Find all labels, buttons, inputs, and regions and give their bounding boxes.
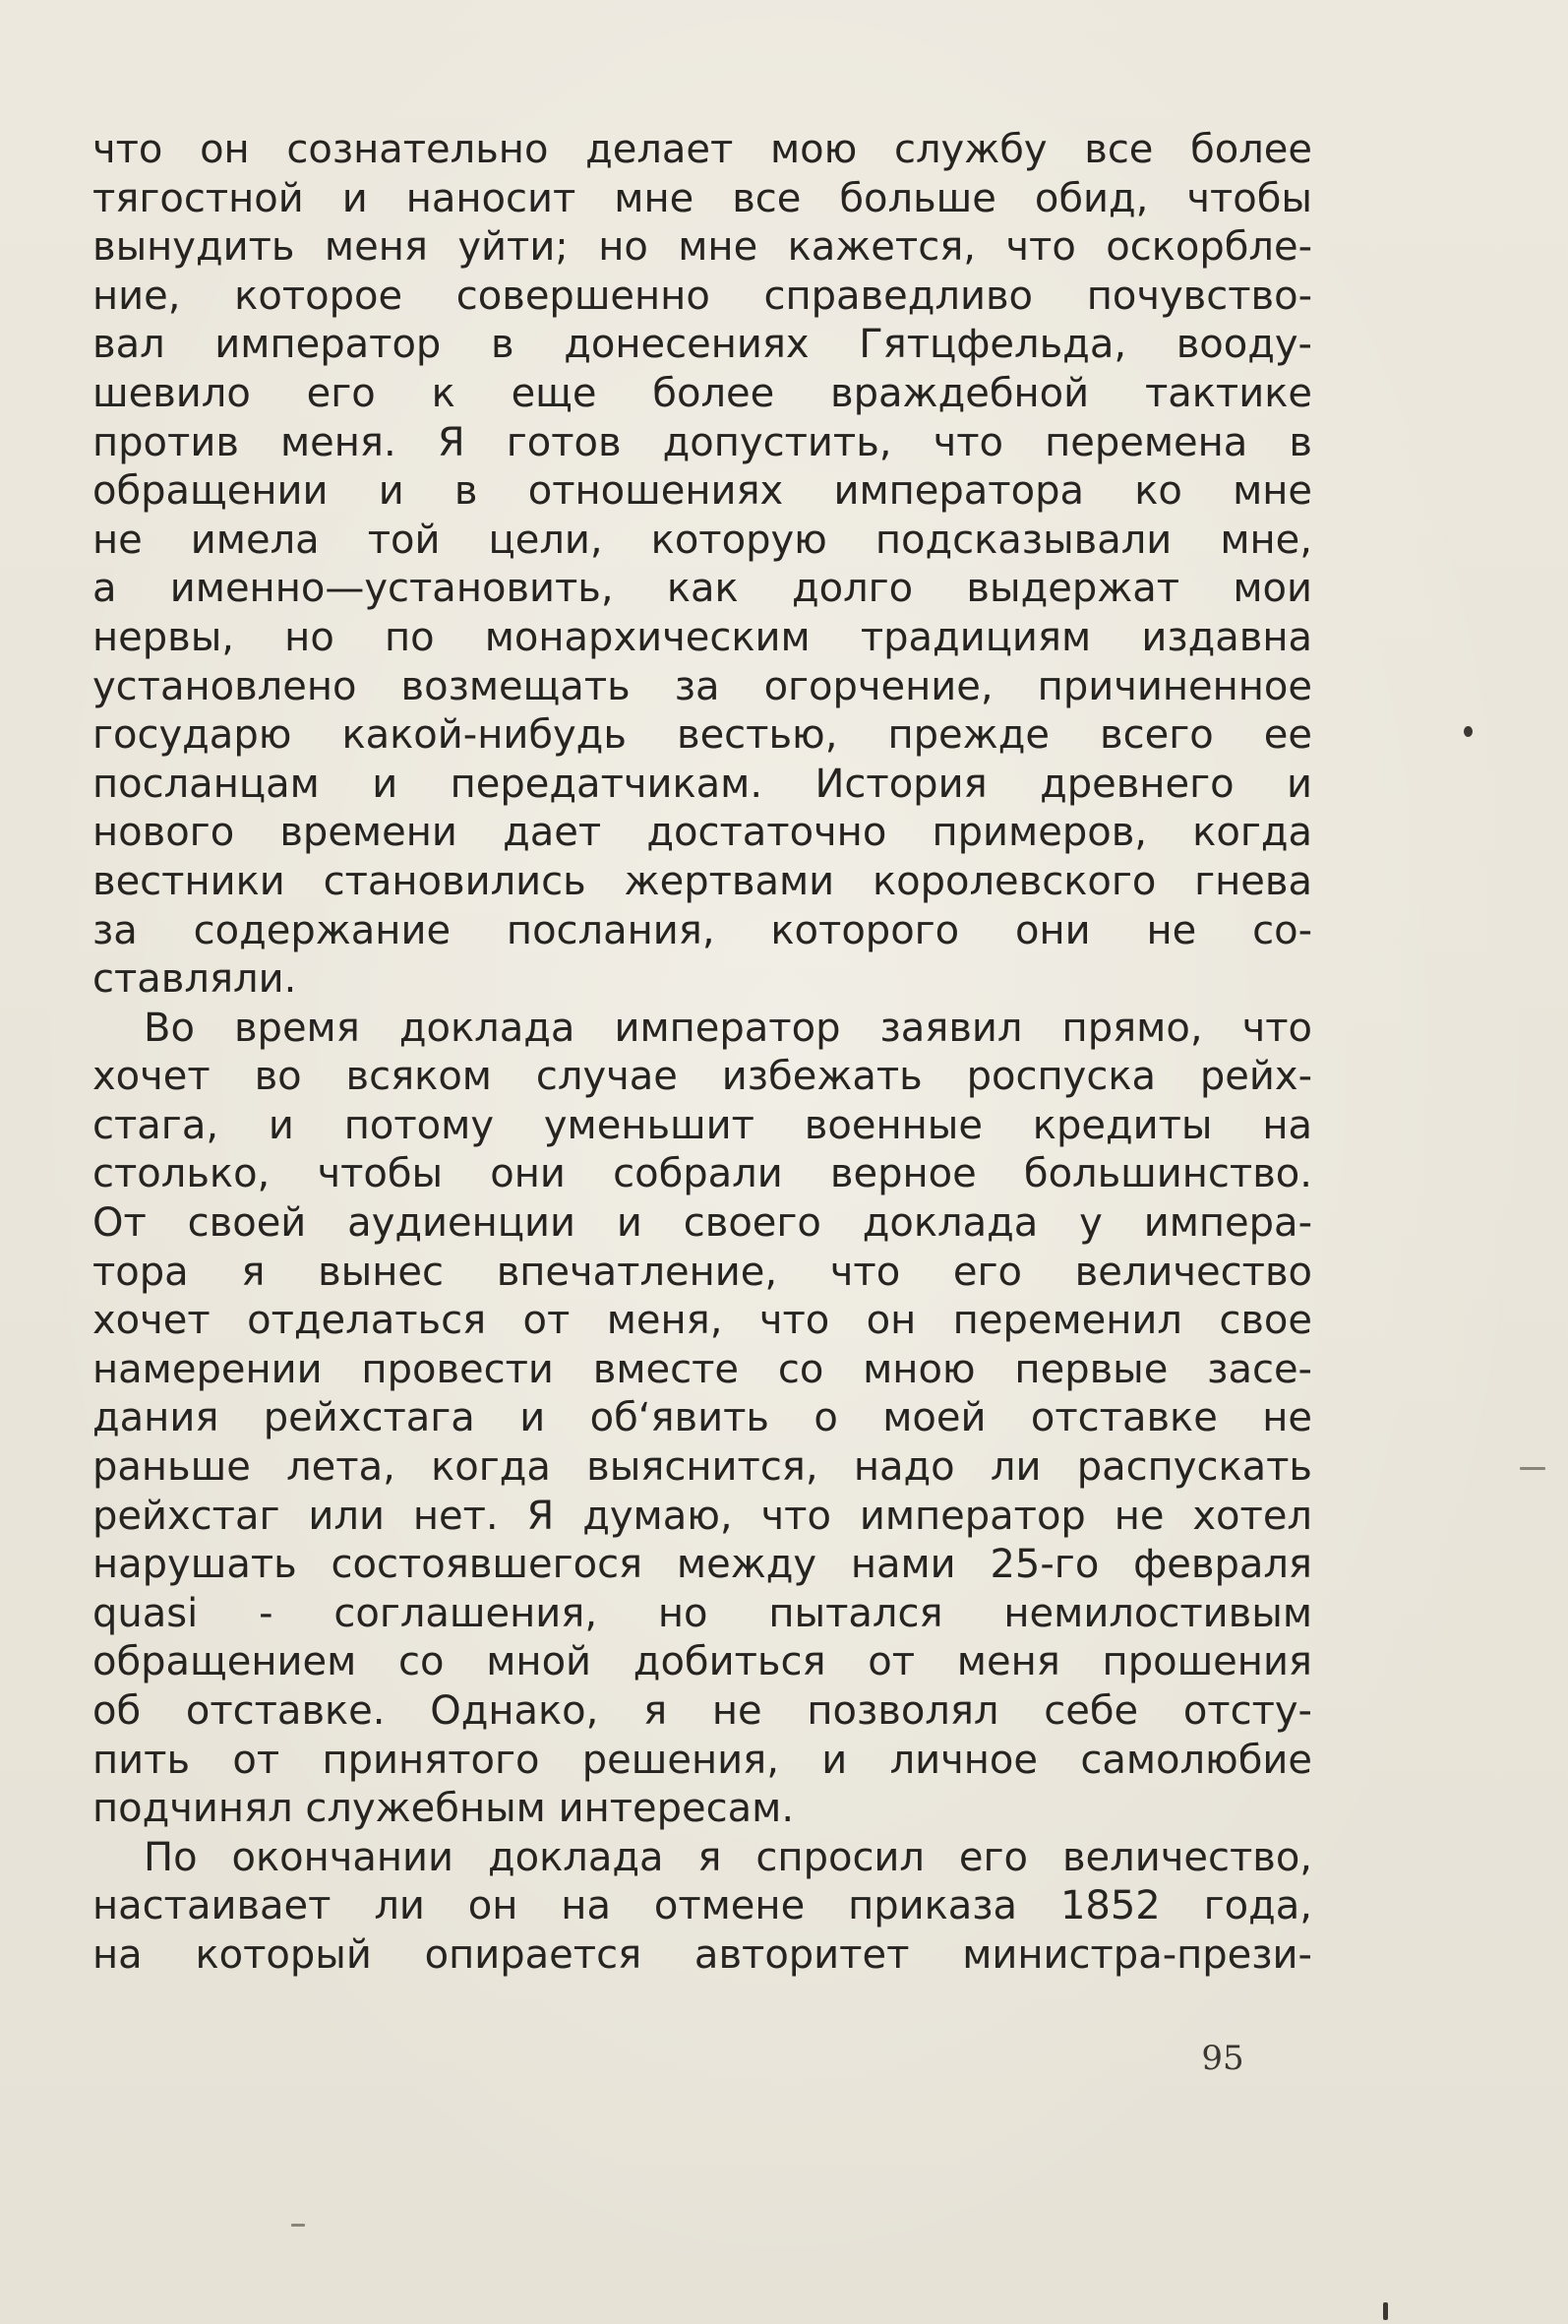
text-line: государю какой-нибудь вестью, прежде всего ее	[92, 712, 1312, 759]
text-line: ние, которое совершенно справедливо почувство-	[92, 273, 1312, 319]
text-line: нарушать состоявшегося между нами 25-го февраля	[92, 1542, 1312, 1588]
text-line: хочет во всяком случае избежать роспуска рейх-	[92, 1054, 1312, 1100]
paragraph-1	[92, 126, 1312, 1005]
print-speck	[1464, 726, 1473, 737]
text-line: что он сознательно делает мою службу все более	[92, 127, 1312, 172]
print-speck	[1383, 2302, 1388, 2320]
text-line: тягостной и наносит мне все больше обид, чтобы	[92, 175, 1312, 221]
text-line: Во время доклада император заявил прямо, что	[144, 1005, 1312, 1051]
text-line: обращении и в отношениях императора ко мне	[92, 468, 1312, 515]
text-line: хочет отделаться от меня, что он переменил свое	[92, 1298, 1312, 1344]
text-line: нервы, но по монархическим традициям издавна	[92, 614, 1312, 660]
print-speck	[291, 2224, 305, 2227]
text-line: вал император в донесениях Гятцфельда, вооду-	[92, 322, 1312, 368]
text-line: против меня. Я готов допустить, что перемена в	[92, 419, 1312, 465]
text-line: вестники становились жертвами королевского гнева	[92, 858, 1312, 904]
text-line: нового времени дает достаточно примеров, когда	[92, 810, 1312, 856]
text-line: раньше лета, когда выяснится, надо ли распускать	[92, 1444, 1312, 1491]
text-line: об отставке. Однако, я не позволял себе отсту-	[92, 1688, 1312, 1734]
text-line: а именно—установить, как долго выдержат мои	[92, 566, 1312, 612]
text-line: подчинял служебным интересам.	[92, 1786, 795, 1832]
text-line: ставляли.	[92, 956, 297, 1003]
text-line: quasi - соглашения, но пытался немилостивым	[92, 1590, 1312, 1636]
text-line: посланцам и передатчикам. История древнего и	[92, 761, 1312, 807]
text-line: По окончании доклада я спросил его величество,	[144, 1834, 1312, 1880]
paragraph-2	[92, 1005, 1312, 1834]
text-line: тора я вынес впечатление, что его величество	[92, 1249, 1312, 1295]
body-text	[92, 126, 1312, 1981]
text-line: намерении провести вместе со мною первые засе-	[92, 1346, 1312, 1392]
text-line: за содержание послания, которого они не со-	[92, 907, 1312, 953]
text-line: обращением со мной добиться от меня прошения	[92, 1639, 1312, 1685]
text-line: пить от принятого решения, и личное самолюбие	[92, 1737, 1312, 1783]
text-line: стага, и потому уменьшит военные кредиты на	[92, 1102, 1312, 1148]
text-line: на который опирается авторитет министра-прези-	[92, 1931, 1312, 1978]
text-line: шевило его к еще более враждебной тактике	[92, 370, 1312, 416]
text-line: столько, чтобы они собрали верное большинство.	[92, 1151, 1312, 1197]
text-line: не имела той цели, которую подсказывали мне,	[92, 517, 1312, 563]
text-line: дания рейхстага и об‘явить о моей отставке не	[92, 1395, 1312, 1441]
page-number: 95	[1201, 2039, 1244, 2078]
text-line: рейхстаг или нет. Я думаю, что император не хотел	[92, 1493, 1312, 1539]
print-speck	[1520, 1467, 1545, 1470]
text-line: настаивает ли он на отмене приказа 1852 года,	[92, 1883, 1312, 1929]
text-line: От своей аудиенции и своего доклада у импера-	[92, 1200, 1312, 1247]
text-line: установлено возмещать за огорчение, причиненное	[92, 663, 1312, 709]
paragraph-3	[92, 1834, 1312, 1981]
text-line: вынудить меня уйти; но мне кажется, что оскорбле-	[92, 224, 1312, 271]
